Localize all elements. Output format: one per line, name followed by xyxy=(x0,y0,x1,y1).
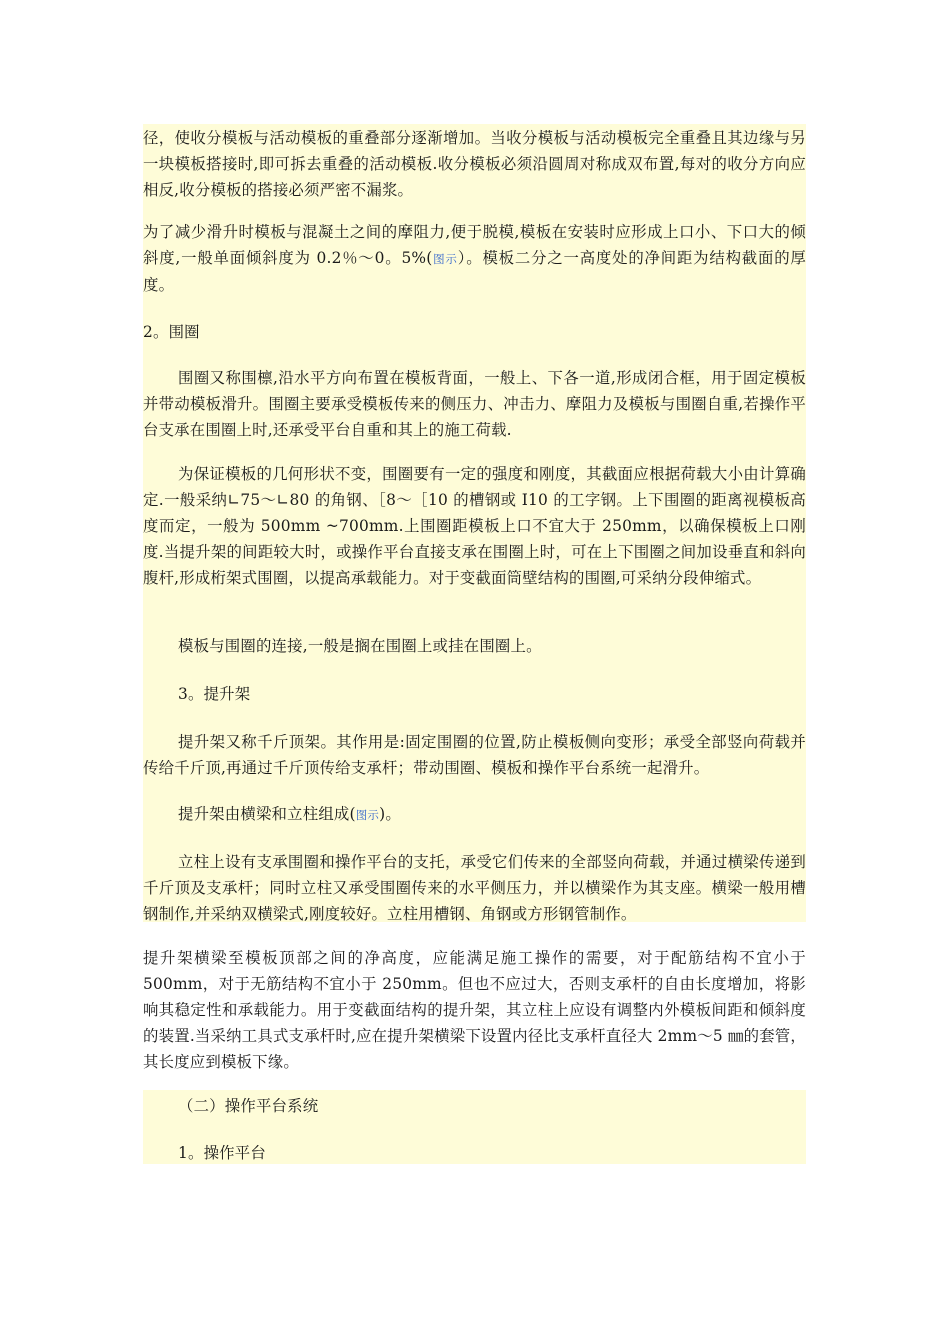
paragraph-tishengjia-zucheng: 提升架由横梁和立柱组成(图示)。 xyxy=(178,805,401,823)
paragraph-lizhu: 立柱上设有支承围圈和操作平台的支托，承受它们传来的全部竖向荷载，并通过横梁传递到千斤顶及支承杆；同时立柱又承受围圈传来的水平侧压力，并以横梁作为其支座。横梁一般用槽钢制作,并采纳双横梁式,刚度较好。立柱用槽钢、角钢或方形钢管制作。 xyxy=(143,853,806,923)
heading-caozuo-pingtai-xitong: （二）操作平台系统 xyxy=(178,1097,319,1115)
paragraph-tishengjia-definition: 提升架又称千斤顶架。其作用是:固定围圈的位置,防止模板侧向变形；承受全部竖向荷载并传给千斤顶,再通过千斤顶传给支承杆；带动围圈、模板和操作平台系统一起滑升。 xyxy=(143,733,806,777)
paragraph-jinggaodu: 提升架横梁至模板顶部之间的净高度，应能满足施工操作的需要，对于配筋结构不宜小于 500mm，对于无筋结构不宜小于 250mm。但也不应过大，否则支承杆的自由长度增加，将影响其稳定性和承载能力。用于变截面结构的提升架，其立柱上应设有调整内外模板间距和倾斜度的装置.当采纳工具式支承杆时,应在提升架横梁下设置内径比支承杆直径大 2mm～5 ㎜的套管，其长度应到模板下缘。 xyxy=(143,949,806,1071)
heading-tishengjia: 3。提升架 xyxy=(178,685,251,703)
figure-link[interactable]: 图示 xyxy=(432,252,458,266)
paragraph-qingxiedu: 为了减少滑升时模板与混凝土之间的摩阻力,便于脱模,模板在安装时应形成上口小、下口大的倾斜度,一般单面倾斜度为 0.2％～0。5%(图示）。模板二分之一高度处的净间距为结构截面的厚度。 xyxy=(143,223,807,294)
paragraph-moban-lianjie: 模板与围圈的连接,一般是搁在围圈上或挂在围圈上。 xyxy=(178,637,542,655)
figure-link[interactable]: 图示 xyxy=(355,808,380,822)
paragraph-weiquan-definition: 围圈又称围檩,沿水平方向布置在模板背面，一般上、下各一道,形成闭合框，用于固定模板并带动模板滑升。围圈主要承受模板传来的侧压力、冲击力、摩阻力及模板与围圈自重,若操作平台支承在围圈上时,还承受平台自重和其上的施工荷载. xyxy=(143,369,806,439)
paragraph-weiquan-jiemian: 为保证模板的几何形状不变，围圈要有一定的强度和刚度，其截面应根据荷载大小由计算确定.一般采纳∟75～∟80 的角钢、［8～［10 的槽钢或 I10 的工字钢。上下围圈的距离视模板高度而定，一般为 500mm ~700mm.上围圈距模板上口不宜大于 250mm，以确保模板上口刚度.当提升架的间距较大时，或操作平台直接支承在围圈上时，可在上下围圈之间加设垂直和斜向腹杆,形成桁架式围圈，以提高承载能力。对于变截面筒壁结构的围圈,可采纳分段伸缩式。 xyxy=(143,465,806,587)
heading-weiquan: 2。围圈 xyxy=(143,323,200,341)
paragraph-shoufen-moban: 径，使收分模板与活动模板的重叠部分逐渐增加。当收分模板与活动模板完全重叠且其边缘与另一块模板搭接时,即可拆去重叠的活动模板.收分模板必须沿圆周对称成双布置,每对的收分方向应相反,收分模板的搭接必须严密不漏浆。 xyxy=(143,129,806,199)
heading-caozuo-pingtai: 1。操作平台 xyxy=(178,1144,266,1162)
